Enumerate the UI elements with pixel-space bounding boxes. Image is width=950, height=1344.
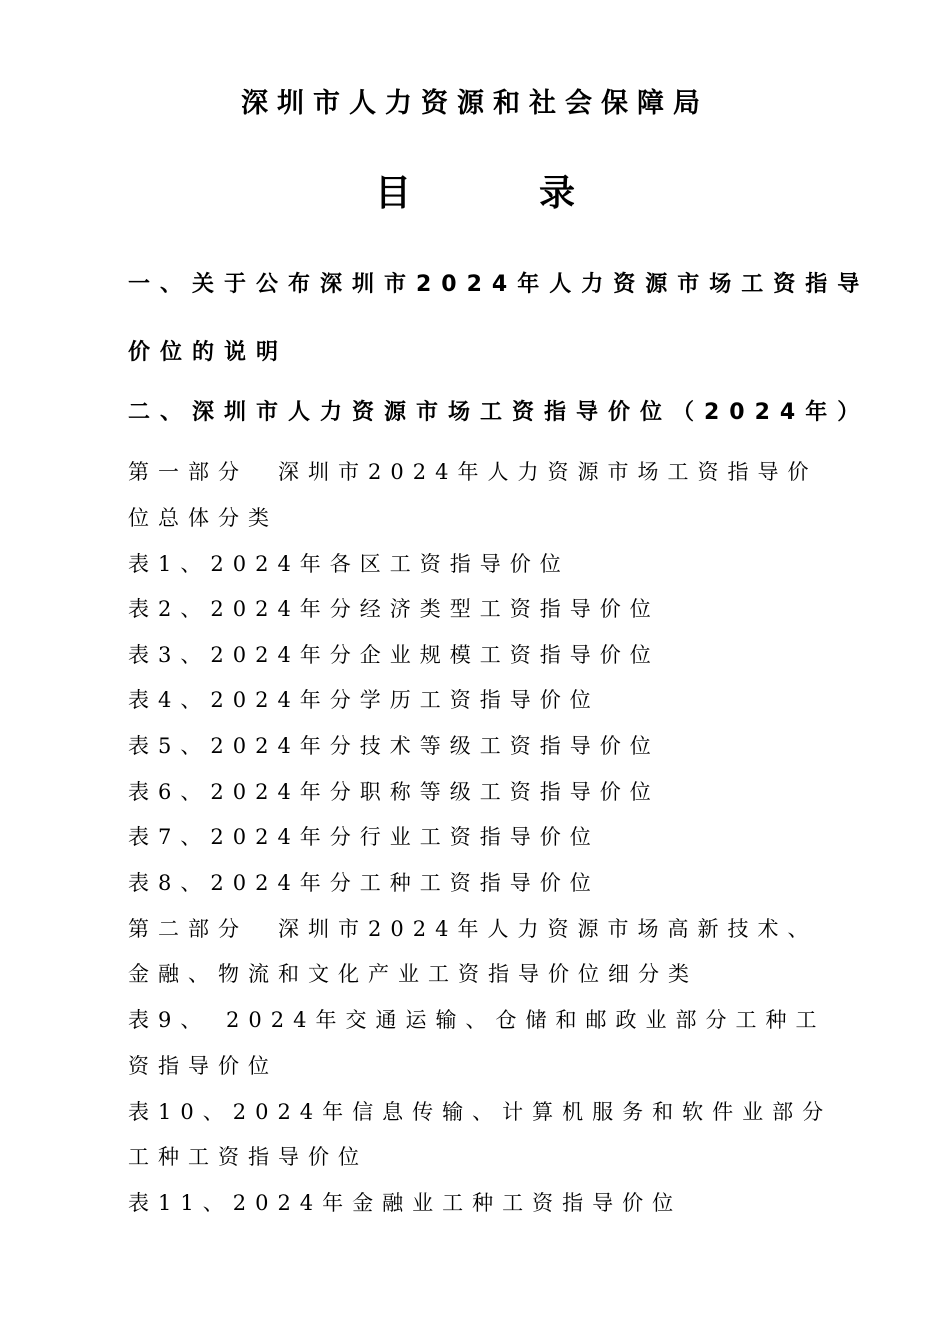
title-char-left: 目 (374, 172, 411, 214)
toc-entry-table-5: 表5、2024年分技术等级工资指导价位 (128, 734, 660, 758)
toc-entry-table-10-line-2: 工种工资指导价位 (128, 1145, 368, 1169)
toc-entry-table-8: 表8、2024年分工种工资指导价位 (128, 871, 600, 895)
section-1-heading-line-1: 一、关于公布深圳市2024年人力资源市场工资指导 (128, 272, 870, 297)
part-1-line-2: 位总体分类 (128, 506, 278, 530)
toc-entry-table-9-line-1: 表9、 2024年交通运输、仓储和邮政业部分工种工 (128, 1008, 826, 1032)
part-2-line-2: 金融、物流和文化产业工资指导价位细分类 (128, 962, 698, 986)
title-char-right: 录 (539, 172, 576, 214)
toc-entry-table-4: 表4、2024年分学历工资指导价位 (128, 688, 600, 712)
organization-name: 深圳市人力资源和社会保障局 (241, 88, 709, 119)
toc-entry-table-7: 表7、2024年分行业工资指导价位 (128, 825, 600, 849)
toc-entry-table-2: 表2、2024年分经济类型工资指导价位 (128, 597, 660, 621)
toc-entry-table-6: 表6、2024年分职称等级工资指导价位 (128, 780, 660, 804)
part-1-line-1: 第一部分 深圳市2024年人力资源市场工资指导价 (128, 460, 818, 484)
toc-entry-table-11: 表11、2024年金融业工种工资指导价位 (128, 1191, 683, 1215)
part-2-line-1: 第二部分 深圳市2024年人力资源市场高新技术、 (128, 917, 818, 941)
toc-entry-table-9-line-2: 资指导价位 (128, 1054, 278, 1078)
toc-entry-table-1: 表1、2024年各区工资指导价位 (128, 552, 570, 576)
toc-entry-table-10-line-1: 表10、2024年信息传输、计算机服务和软件业部分 (128, 1100, 833, 1124)
toc-entry-table-3: 表3、2024年分企业规模工资指导价位 (128, 643, 660, 667)
section-2-heading: 二、深圳市人力资源市场工资指导价位（2024年） (128, 400, 870, 425)
section-1-heading-line-2: 价位的说明 (128, 340, 289, 365)
page-title (0, 168, 950, 218)
